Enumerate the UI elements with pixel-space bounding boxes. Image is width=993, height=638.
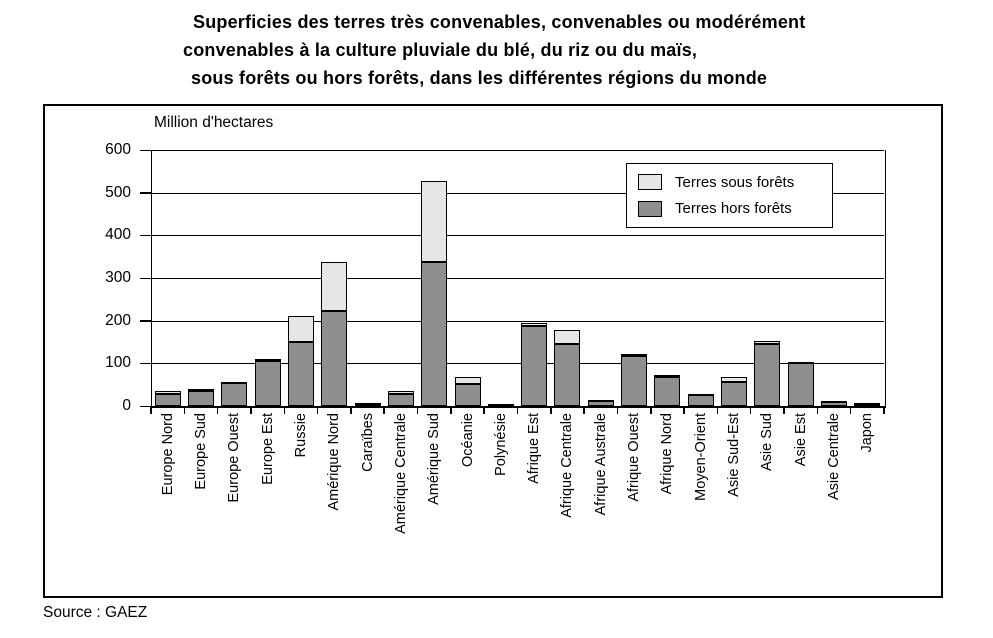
bar-sous-forets-moyen-orient (688, 394, 714, 396)
x-tick (550, 406, 552, 414)
y-tick-400 (140, 235, 151, 237)
x-axis-label-russie: Russie (292, 413, 309, 458)
bar-hors-forets-europe-nord (155, 394, 181, 406)
x-tick (850, 406, 852, 414)
x-axis-label-japon: Japon (859, 413, 876, 453)
gridline-200 (151, 321, 884, 322)
x-tick (184, 406, 186, 414)
x-tick (750, 406, 752, 414)
x-axis-label-am-rique-centrale: Amérique Centrale (392, 413, 409, 534)
legend-swatch-sous-forets (638, 174, 662, 190)
gridline-300 (151, 278, 884, 279)
x-tick (383, 406, 385, 414)
bar-sous-forets-asie-sud-est (721, 377, 747, 382)
legend-item-sous-forets (638, 174, 832, 191)
x-tick (250, 406, 252, 414)
y-axis-unit-label: Million d'hectares (154, 114, 274, 131)
bar-hors-forets-europe-est (255, 361, 281, 406)
x-tick (317, 406, 319, 414)
x-tick (217, 406, 219, 414)
legend-label-sous-forets: Terres sous forêts (675, 173, 795, 191)
x-axis-label-asie-sud: Asie Sud (759, 413, 776, 472)
bar-sous-forets-europe-est (255, 359, 281, 361)
x-tick (817, 406, 819, 414)
bar-sous-forets-asie-sud (754, 341, 780, 344)
bar-sous-forets-afrique-nord (654, 375, 680, 377)
bar-hors-forets-asie-sud (754, 344, 780, 406)
x-axis-label-europe-nord: Europe Nord (159, 413, 176, 496)
bar-hors-forets-russie (288, 342, 314, 406)
x-axis-label-am-rique-nord: Amérique Nord (326, 413, 343, 511)
y-tick-label: 100 (105, 354, 131, 372)
x-tick (350, 406, 352, 414)
bar-hors-forets-europe-sud (188, 391, 214, 406)
bar-sous-forets-europe-nord (155, 391, 181, 394)
bar-sous-forets-europe-sud (188, 389, 214, 391)
bar-hors-forets-am-rique-nord (321, 311, 347, 406)
bar-sous-forets-am-rique-sud (421, 181, 447, 262)
x-tick (617, 406, 619, 414)
bar-sous-forets-polyn-sie (488, 404, 514, 406)
chart-title-line-1: Superficies des terres très convenables, convenables ou modérément (193, 12, 806, 32)
bar-sous-forets-europe-ouest (221, 382, 247, 384)
x-axis-label-afrique-est: Afrique Est (526, 413, 543, 484)
x-tick (717, 406, 719, 414)
x-tick (483, 406, 485, 414)
x-tick (417, 406, 419, 414)
x-axis-label-asie-centrale: Asie Centrale (826, 413, 843, 501)
bar-sous-forets-afrique-australe (588, 400, 614, 402)
bar-hors-forets-asie-sud-est (721, 382, 747, 406)
y-tick-label: 600 (105, 141, 131, 158)
x-tick (450, 406, 452, 414)
x-tick (783, 406, 785, 414)
x-tick (650, 406, 652, 414)
bar-sous-forets-afrique-centrale (554, 330, 580, 344)
bar-sous-forets-afrique-est (521, 323, 547, 326)
chart-title (183, 8, 805, 92)
x-axis-label-polyn-sie: Polynésie (492, 413, 509, 476)
x-axis-label-afrique-australe: Afrique Australe (592, 413, 609, 516)
gridline-600 (151, 150, 884, 151)
x-axis-label-am-rique-sud: Amérique Sud (426, 413, 443, 505)
x-axis-label-oc-anie: Océanie (459, 413, 476, 468)
y-tick-600 (140, 150, 151, 152)
gridline-400 (151, 235, 884, 236)
bar-hors-forets-am-rique-sud (421, 262, 447, 406)
bar-hors-forets-oc-anie (455, 384, 481, 406)
bar-sous-forets-asie-est (788, 362, 814, 364)
bar-sous-forets-afrique-ouest (621, 354, 647, 356)
bar-sous-forets-cara-bes (355, 403, 381, 405)
y-tick-label: 200 (105, 311, 131, 329)
y-tick-label: 500 (105, 183, 131, 201)
x-axis-label-europe-sud: Europe Sud (192, 413, 209, 490)
legend-label-hors-forets: Terres hors forêts (675, 200, 792, 218)
y-tick-300 (140, 278, 151, 280)
bar-hors-forets-europe-ouest (221, 383, 247, 406)
x-axis-label-afrique-centrale: Afrique Centrale (559, 413, 576, 518)
y-tick-500 (140, 192, 151, 194)
y-tick-label: 0 (122, 397, 131, 414)
bar-sous-forets-russie (288, 316, 314, 342)
x-tick (150, 406, 152, 414)
chart-title-line-3: sous forêts ou hors forêts, dans les différentes régions du monde (191, 68, 768, 88)
x-axis-label-europe-est: Europe Est (259, 413, 276, 485)
y-tick-200 (140, 320, 151, 322)
legend-item-hors-forets (638, 200, 832, 217)
x-tick (883, 406, 885, 414)
y-tick-100 (140, 363, 151, 365)
bar-hors-forets-moyen-orient (688, 395, 714, 406)
y-tick-label: 400 (105, 226, 131, 244)
bar-sous-forets-oc-anie (455, 377, 481, 384)
y-tick-label: 300 (105, 269, 131, 286)
x-tick (517, 406, 519, 414)
x-axis-label-afrique-ouest: Afrique Ouest (626, 413, 643, 502)
x-axis-label-moyen-orient: Moyen-Orient (692, 413, 709, 501)
x-axis-label-asie-est: Asie Est (792, 413, 809, 467)
x-tick (284, 406, 286, 414)
x-tick (583, 406, 585, 414)
bar-sous-forets-japon (854, 403, 880, 405)
bar-hors-forets-afrique-ouest (621, 356, 647, 406)
chart-title-line-2: convenables à la culture pluviale du blé, du riz ou du maïs, (183, 40, 698, 60)
legend-swatch-hors-forets (638, 201, 662, 217)
bar-hors-forets-asie-est (788, 363, 814, 406)
source-label: Source : GAEZ (43, 604, 148, 621)
bar-sous-forets-asie-centrale (821, 401, 847, 403)
bar-sous-forets-am-rique-centrale (388, 391, 414, 395)
x-axis-label-europe-ouest: Europe Ouest (226, 413, 243, 503)
bar-hors-forets-afrique-centrale (554, 344, 580, 406)
legend (626, 163, 833, 228)
x-axis-label-asie-sud-est: Asie Sud-Est (726, 413, 743, 497)
bar-hors-forets-am-rique-centrale (388, 394, 414, 406)
x-tick (683, 406, 685, 414)
bar-hors-forets-afrique-nord (654, 377, 680, 406)
x-axis-label-afrique-nord: Afrique Nord (659, 413, 676, 495)
x-axis-label-cara-bes: Caraïbes (359, 413, 376, 472)
bar-sous-forets-am-rique-nord (321, 262, 347, 311)
bar-hors-forets-afrique-est (521, 326, 547, 406)
